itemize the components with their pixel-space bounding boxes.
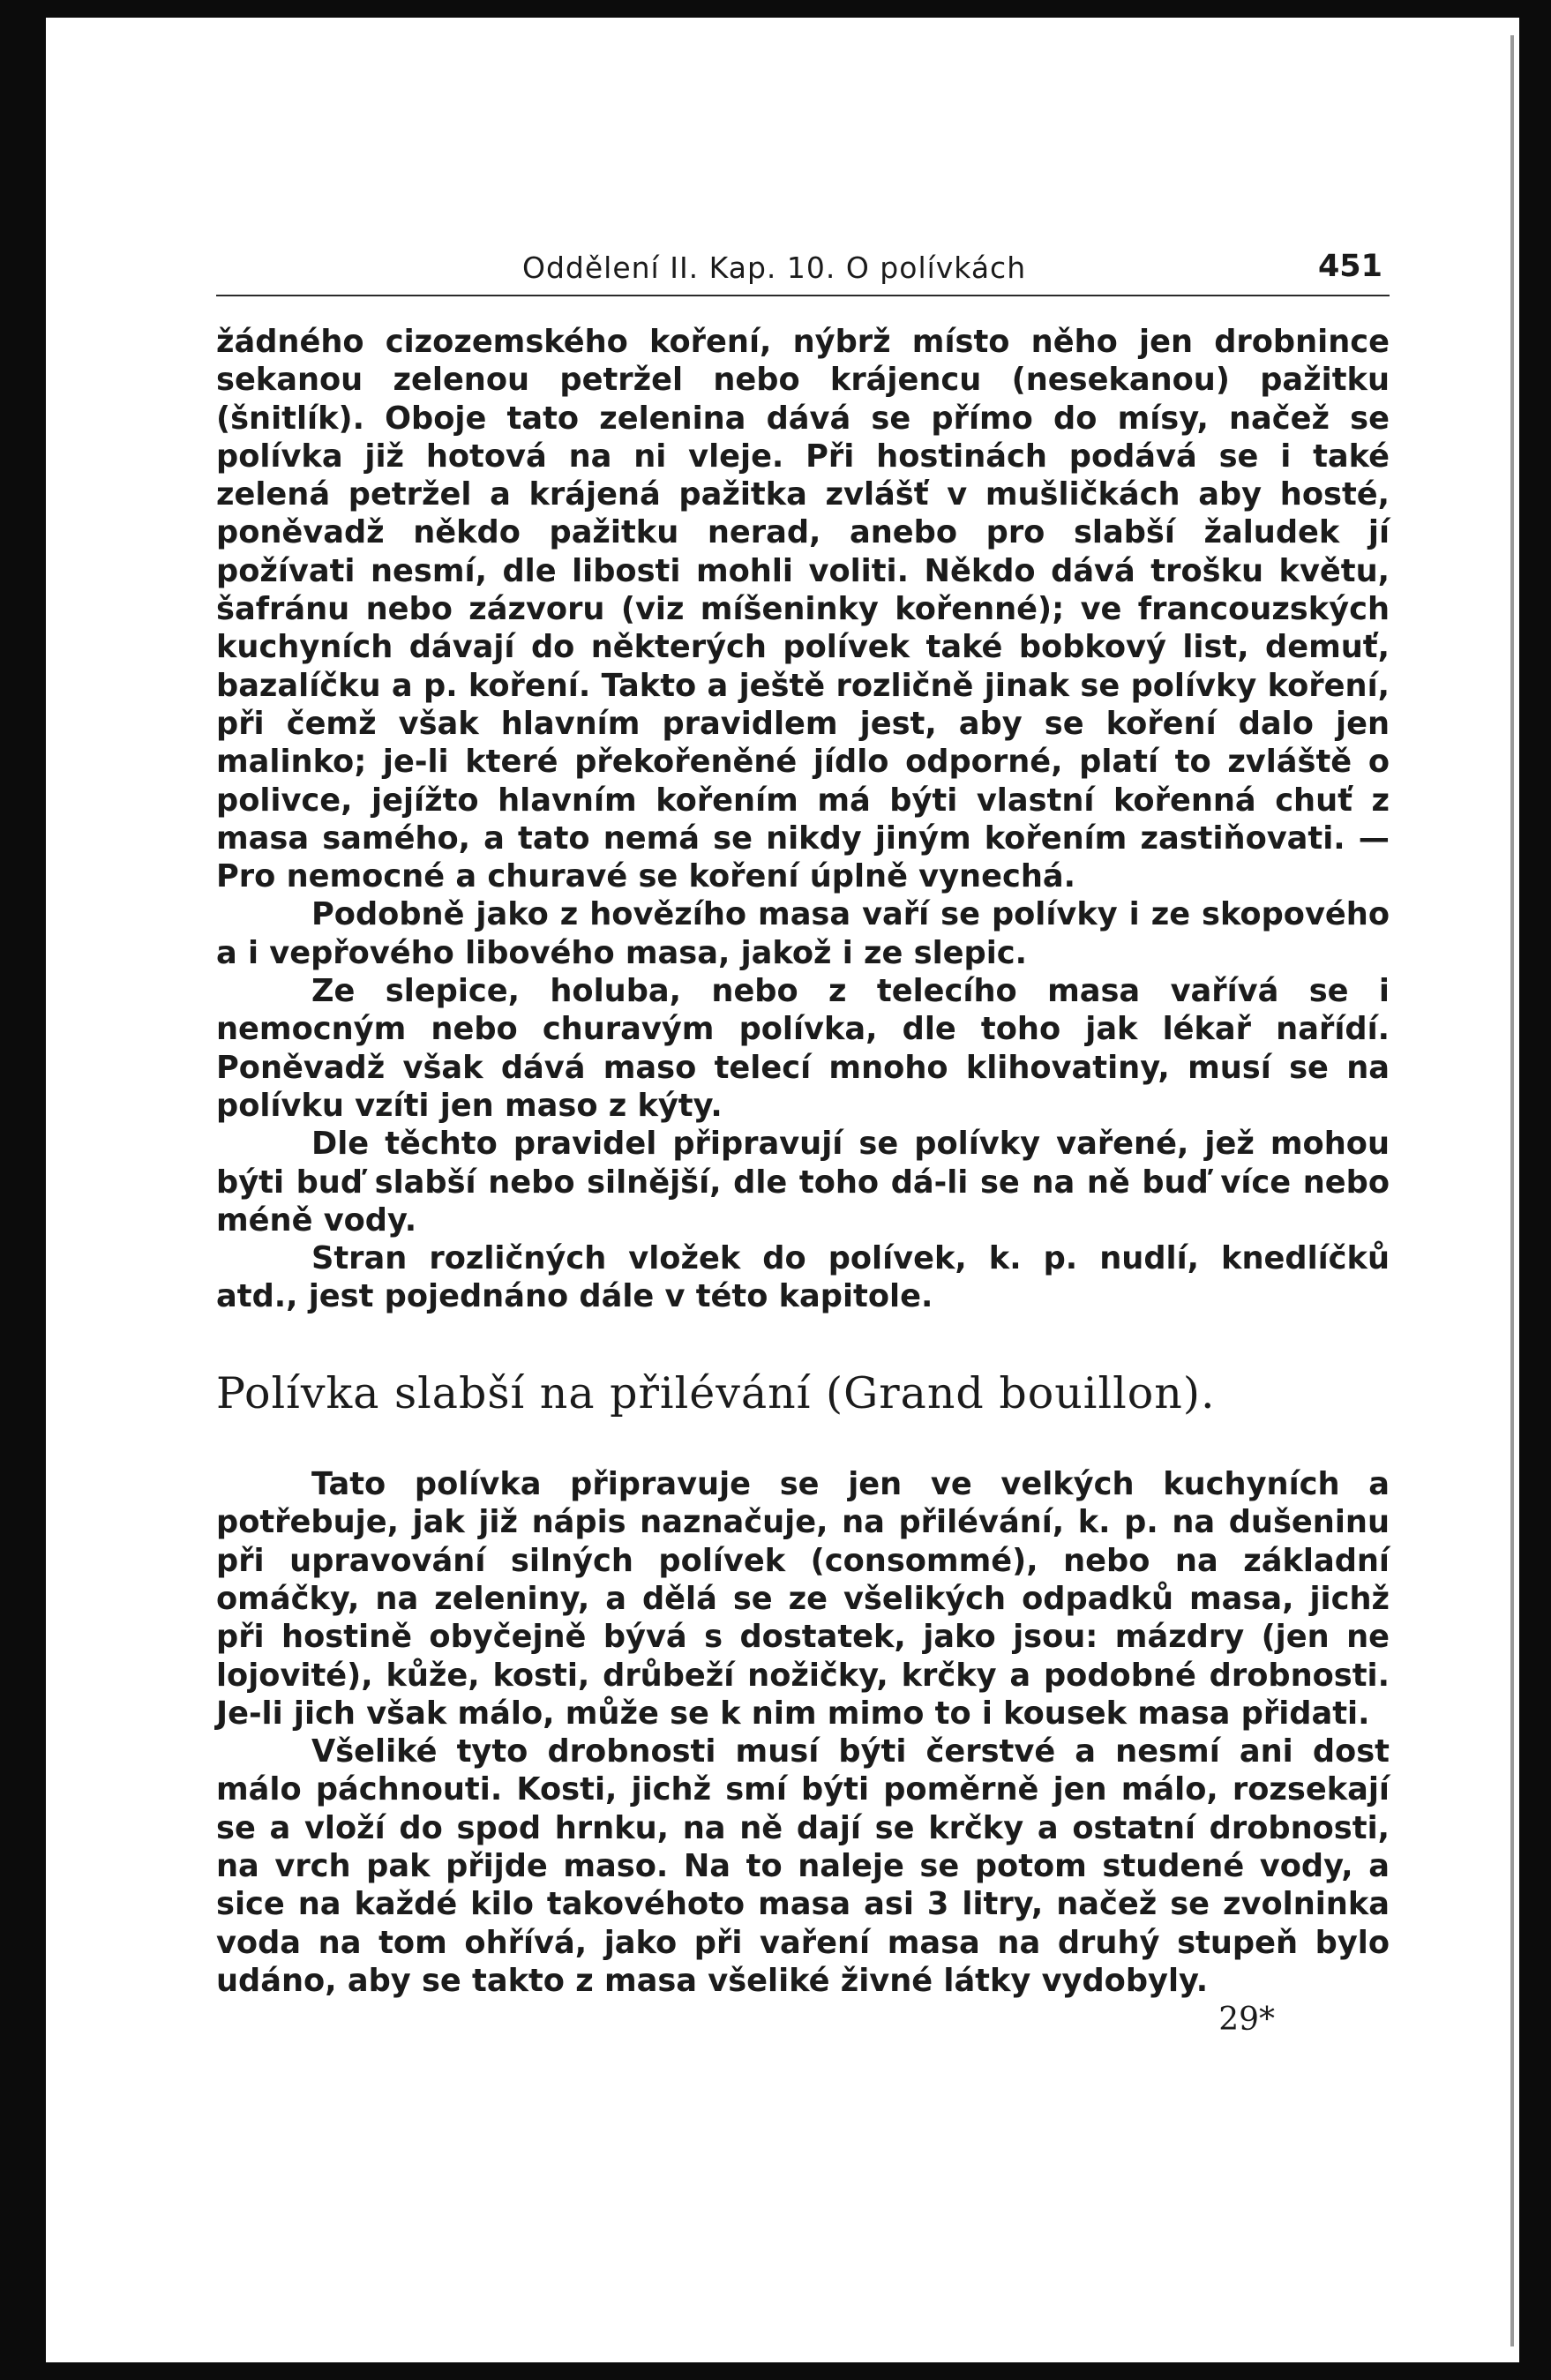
running-header-title: Oddělení II. Kap. 10. O polívkách [522,251,1027,285]
page-number: 451 [1317,249,1382,284]
running-header [216,238,1390,296]
section-heading: Polívka slabší na přilévání (Grand bouillon). [216,1367,1216,1418]
paragraph: Stran rozličných vložek do polívek, k. p. nudlí, knedlíčků atd., jest pojednáno dále v této kapitole. [216,1240,1390,1315]
body-text [216,323,1390,2000]
section-paragraph: Tato polívka připravuje se jen ve velkých kuchyních a potřebuje, jak již nápis naznačuje, na přilévání, k. p. na dušeninu při upravování silných polívek (consommé), nebo na základní omáčky, na zeleniny, a dělá se ze všelikých odpadků masa, jichž při hostině obyčejně bývá s dostatek, jako jsou: mázdry (jen ne lojovité), kůže, kosti, drůbeží nožičky, krčky a podobné drobnosti. Je-li jich však málo, může se k nim mimo to i kousek masa přidati. [216,1466,1390,1732]
paragraph-continued: žádného cizozemského koření, nýbrž místo něho jen drobnince sekanou zelenou petržel nebo krájencu (nesekanou) pažitku (šnitlík). Oboje tato zelenina dává se přímo do mísy, načež se polívka již hotová na ni vleje. Při hostinách podává se i také zelená petržel a krájená pažitka zvlášť v mušličkách aby hosté, poněvadž někdo pažitku nerad, anebo pro slabší žaludek jí požívati nesmí, dle libosti mohli voliti. Někdo dává trošku květu, šafránu nebo zázvoru (viz míšeninky kořenné); ve francouzských kuchyních dávají do některých polívek také bobkový list, demuť, bazalíčku a p. koření. Takto a ještě rozličně jinak se polívky koření, při čemž však hlavním pravidlem jest, aby se koření dalo jen malinko; je-li které překořeněné jídlo odporné, platí to zvláště o polivce, jejížto hlavním kořením má býti vlastní kořenná chuť z masa samého, a tato nemá se nikdy jiným kořením zastiňovati. — Pro nemocné a churavé se koření úplně vynechá. [216,324,1390,895]
page-edge-shadow [1510,35,1514,2346]
paragraph: Dle těchto pravidel připravují se polívky vařené, jež mohou býti buď slabší nebo silnější, dle toho dá-li se na ně buď více nebo méně vody. [216,1126,1390,1239]
page-content [216,238,1390,2038]
paragraph: Podobně jako z hovězího masa vaří se polívky i ze skopového a i vepřového libového masa, jakož i ze slepic. [216,896,1390,971]
book-page [46,18,1519,2362]
section-paragraph: Všeliké tyto drobnosti musí býti čerstvé a nesmí ani dost málo páchnouti. Kosti, jichž smí býti poměrně jen málo, rozsekají se a vloží do spod hrnku, na ně dají se krčky a ostatní drobnosti, na vrch pak přijde maso. Na to naleje se potom studené vody, a sice na každé kilo takovéhoto masa asi 3 litry, načež se zvolninka voda na tom ohřívá, jako při vaření masa na druhý stupeň bylo udáno, aby se takto z masa všeliké živné látky vydobyly. [216,1733,1390,1999]
signature-mark: 29* [1218,2002,1275,2039]
paragraph: Ze slepice, holuba, nebo z telecího masa vařívá se i nemocným nebo churavým polívka, dle toho jak lékař nařídí. Poněvadž však dává maso telecí mnoho klihovatiny, musí se na polívku vzíti jen maso z kýty. [216,973,1390,1124]
